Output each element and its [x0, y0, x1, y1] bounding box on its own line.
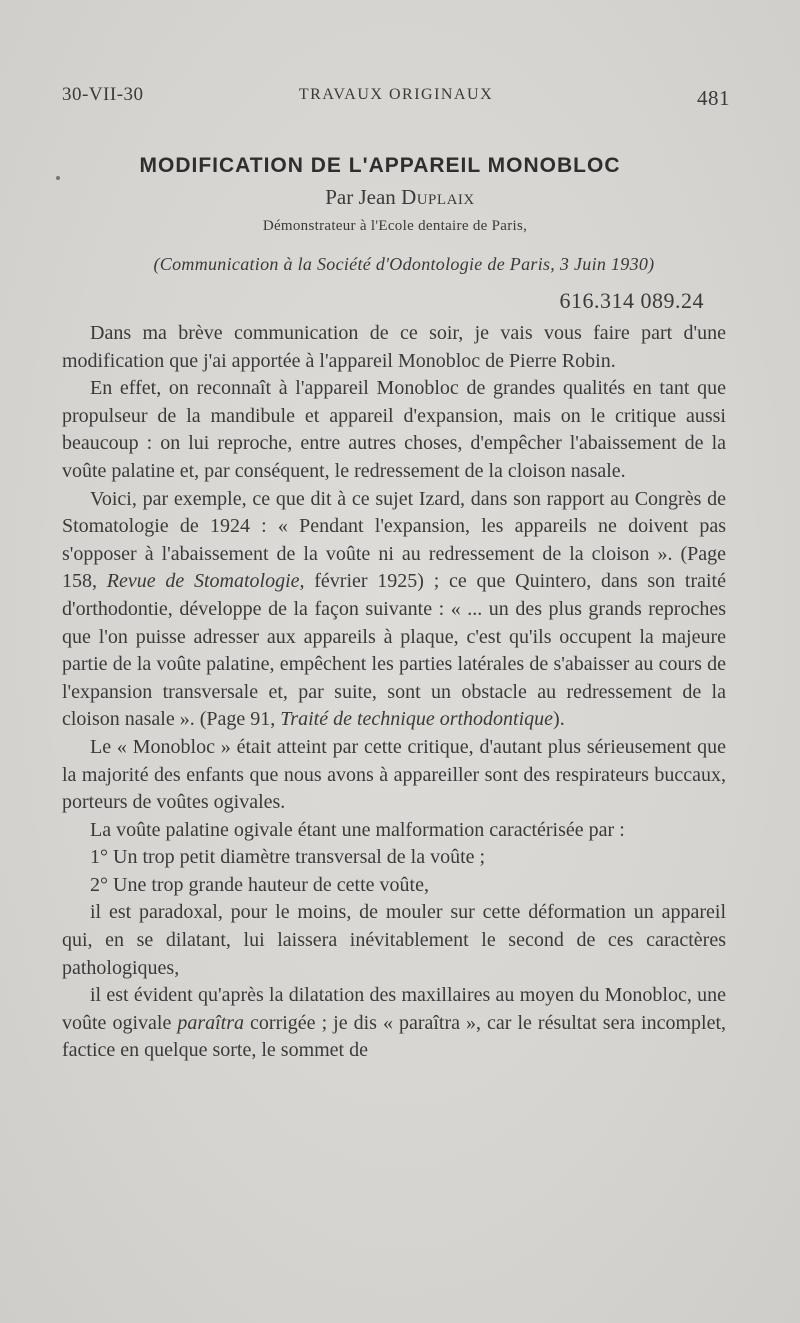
paragraph: La voûte palatine ogivale étant une malformation caractérisée par : [90, 818, 625, 841]
paragraph: il est paradoxal, pour le moins, de mouler sur cette déformation un appareil qui, en se dilatant, lui laissera inévitablement le second de ces caractères pathologiques, [62, 901, 726, 979]
list-item: 2° Une trop grande hauteur de cette voûte, [90, 873, 429, 896]
paragraph: Dans ma brève communication de ce soir, je vais vous faire part d'une modification que j'ai apportée à l'appareil Monobloc de Pierre Robin. [62, 322, 726, 372]
paragraph-text: corrigée ; je dis « paraîtra », car le résultat sera incomplet, factice en quelque sorte, le sommet de [62, 1011, 727, 1062]
list-item: 1° Un trop petit diamètre transversal de la voûte ; [90, 846, 486, 869]
running-head [62, 84, 730, 114]
paragraph-text: Voici, par exemple, ce que dit à ce sujet Izard, dans son rapport au Congrès de Stomatologie de 1924 : « Pendant l'expansion, les appareils ne doivent pas s'opposer à l'abaissement de la voûte ni au redressement de la cloison ». (Page 158, [62, 487, 726, 593]
citation-title: Traité de technique orthodontique [280, 708, 554, 731]
classification-code: 616.314 089.24 [559, 288, 704, 313]
author-affiliation: Démonstrateur à l'Ecole dentaire de Paris, [262, 218, 528, 234]
issue-date: 30-VII-30 [62, 84, 144, 105]
section-title: TRAVAUX ORIGINAUX [298, 86, 494, 103]
page-number: 481 [697, 86, 730, 110]
communication-note: (Communication à la Société d'Odontologie de Paris, 3 Juin 1930) [153, 254, 655, 274]
paragraph-text: ). [553, 708, 565, 731]
paragraph: En effet, on reconnaît à l'appareil Monobloc de grandes qualités en tant que propulseur de la mandibule et appareil d'expansion, mais on le critique aussi beaucoup : on lui reproche, entre autres choses, d'empêcher l'abaissement de la voûte palatine et, par conséquent, le redressement de la cloison nasale. [62, 377, 726, 482]
citation-title: Revue de Stomatologie, [106, 570, 305, 593]
emphasis: paraîtra [177, 1011, 245, 1034]
paragraph: Le « Monobloc » était atteint par cette critique, d'autant plus sérieusement que la majorité des enfants que nous avons à appareiller sont des respirateurs buccaux, porteurs de voûtes ogivales. [62, 735, 726, 814]
paragraph [62, 486, 726, 734]
paragraph [62, 982, 726, 1065]
author-line [0, 185, 800, 210]
author-surname: Duplaix [401, 185, 475, 209]
article-body [62, 320, 726, 1065]
article-title: MODIFICATION DE L'APPAREIL MONOBLOC [139, 154, 621, 177]
paragraph-text: février 1925) ; ce que Quintero, dans son traité d'orthodontie, développe de la façon suivante : « ... un des plus grands reproches que l'on puisse adresser aux appareils à plaque, c'est qu'ils occupent la majeure partie de la voûte palatine, empêchent les parties latérales de s'abaisser au cours de l'expansion transversale et, par suite, sont un obstacle au redressement de la cloison nasale ». (Page 91, [62, 570, 726, 731]
author-prefix: Par Jean [325, 185, 402, 209]
paragraph-text: il est évident qu'après la dilatation des maxillaires au moyen du Monobloc, une voûte ogivale [62, 984, 726, 1034]
